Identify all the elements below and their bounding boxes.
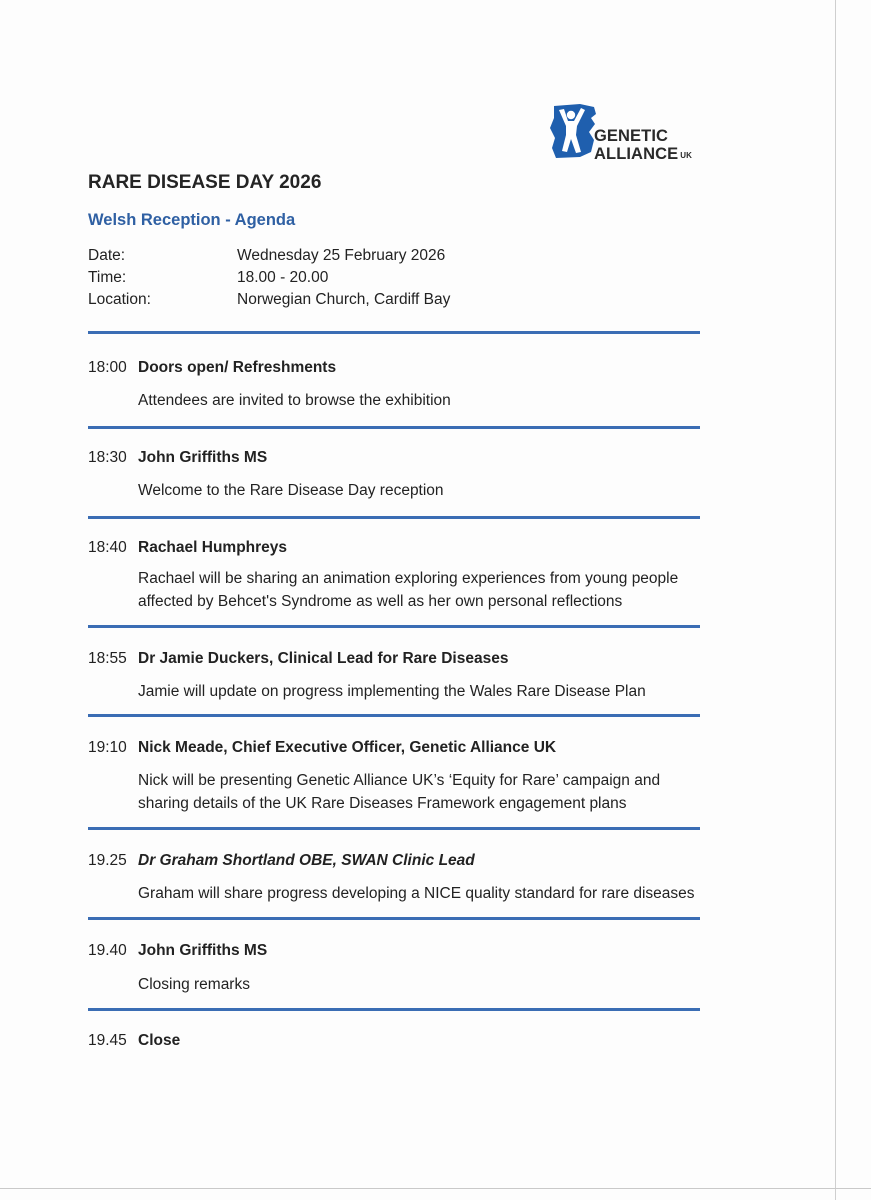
logo-wordmark-line1: GENETIC (594, 127, 669, 145)
divider (88, 714, 700, 717)
agenda-time: 18:55 (88, 650, 127, 667)
agenda-time: 19:10 (88, 739, 127, 756)
agenda-title: Close (138, 1032, 181, 1049)
person-figure-icon (550, 104, 596, 158)
divider (88, 426, 700, 429)
divider (88, 625, 700, 628)
agenda-time: 18:40 (88, 539, 127, 556)
agenda-description: Attendees are invited to browse the exhibition (138, 392, 451, 409)
detail-value: Wednesday 25 February 2026 (237, 247, 446, 264)
detail-label: Location: (88, 291, 151, 308)
logo-uk-suffix: UK (680, 151, 692, 160)
agenda-time: 18:30 (88, 449, 127, 466)
agenda-description: Nick will be presenting Genetic Alliance UK’s ‘Equity for Rare’ campaign and sharing details of the UK Rare Diseases Framework engagement plans (138, 772, 661, 812)
agenda-title: John Griffiths MS (138, 942, 268, 959)
logo-wordmark-line2: ALLIANCE (594, 145, 679, 163)
agenda-time: 19.25 (88, 852, 127, 869)
agenda-title: Rachael Humphreys (138, 539, 288, 556)
agenda-time: 19.40 (88, 942, 127, 959)
agenda-title: Dr Graham Shortland OBE, SWAN Clinic Lead (138, 852, 475, 869)
divider (88, 516, 700, 519)
agenda-title: Doors open/ Refreshments (138, 359, 337, 376)
agenda-description: Jamie will update on progress implementing the Wales Rare Disease Plan (138, 683, 646, 700)
divider (88, 1008, 700, 1011)
genetic-alliance-logo (550, 104, 710, 162)
agenda-time: 19.45 (88, 1032, 127, 1049)
document-subtitle: Welsh Reception - Agenda (88, 211, 296, 229)
detail-value: 18.00 - 20.00 (237, 269, 329, 286)
agenda-description: Graham will share progress developing a NICE quality standard for rare diseases (138, 885, 695, 902)
agenda-time: 18:00 (88, 359, 127, 376)
divider (88, 917, 700, 920)
document-title: RARE DISEASE DAY 2026 (88, 172, 322, 193)
agenda-title: Nick Meade, Chief Executive Officer, Genetic Alliance UK (138, 739, 557, 756)
page-edge-bottom (0, 1188, 871, 1189)
detail-label: Time: (88, 269, 127, 286)
divider (88, 331, 700, 334)
page-edge (835, 0, 836, 1200)
agenda-description: Closing remarks (138, 976, 250, 993)
agenda-description: Rachael will be sharing an animation exploring experiences from young people affected by Behcet's Syndrome as well as her own personal reflections (138, 570, 679, 610)
agenda-title: Dr Jamie Duckers, Clinical Lead for Rare Diseases (138, 650, 509, 667)
detail-value: Norwegian Church, Cardiff Bay (237, 291, 451, 308)
divider (88, 827, 700, 830)
detail-label: Date: (88, 247, 126, 264)
agenda-description: Welcome to the Rare Disease Day reception (138, 482, 444, 499)
agenda-title: John Griffiths MS (138, 449, 268, 466)
